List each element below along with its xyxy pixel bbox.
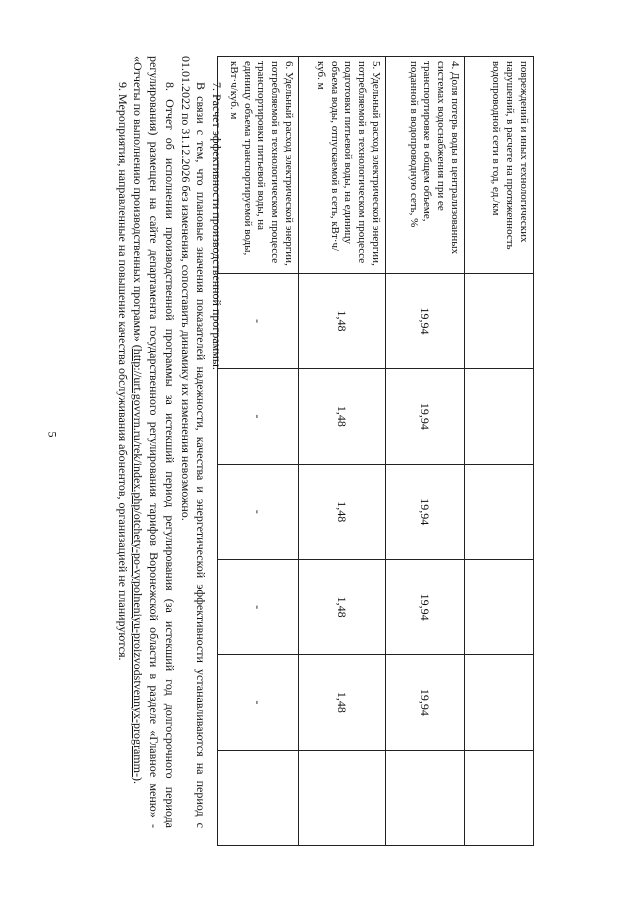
section-7-body: В связи с тем, что плановые значения показателей надежности, качества и энергетической эффективности устанавливаются на период с 01.01.2022 по 31.12.2026 без изменения, сопоставить динамику их изменения невозможно.	[178, 56, 209, 828]
section-8-text-end: ).	[131, 776, 146, 784]
table-cell: -	[218, 655, 299, 750]
table-cell: 1,48	[299, 655, 386, 750]
table-cell: -	[218, 369, 299, 464]
row-label: 6. Удельный расход электрической энергии, потребляемой в технологическом процессе транспортировки питьевой воды, на единицу объема транспортируемой воды, кВт·ч/куб. м	[218, 57, 299, 274]
row-label: повреждений и иных технологических нарушений, в расчете на протяженность водопроводной сети в год, ед./км	[465, 57, 534, 274]
row-label: 4. Доля потерь воды в централизованных системах водоснабжения при ее транспортировке в общем объеме, поданной в водопроводную сеть, %	[386, 57, 465, 274]
table-row	[465, 57, 534, 846]
table-cell	[218, 750, 299, 845]
report-link[interactable]: http://urt.govvrn.ru/rek/index.php/otchety-po-vypolneniyu-proizvodstvennyx-programm-	[131, 348, 146, 777]
table-cell: -	[218, 559, 299, 654]
table-cell: 19,94	[386, 369, 465, 464]
table-cell	[465, 655, 534, 750]
rotated-page-content	[64, 56, 534, 846]
table-cell: -	[218, 273, 299, 368]
page-number: 5	[45, 431, 60, 438]
indicators-table	[217, 56, 534, 846]
section-8-text: 8. Отчет об исполнении производственной программы за истекший период регулирования (за истекший год долгосрочного периода регулирования) размещен на сайте департамента государственного регулирования тарифов Воронежской области в разделе «Главное меню» - «Отчеты по выполнению производственных программ» (	[131, 56, 177, 828]
table-cell: 1,48	[299, 559, 386, 654]
table-cell: 19,94	[386, 464, 465, 559]
body-text	[114, 56, 224, 828]
table-cell: 1,48	[299, 369, 386, 464]
section-8-body	[130, 56, 177, 828]
section-7-heading: 7. Расчет эффективности производственной программы.	[210, 82, 224, 370]
table-cell	[465, 750, 534, 845]
table-cell: -	[218, 464, 299, 559]
row-label: 5. Удельный расход электрической энергии, потребляемой в технологическом процессе подготовки питьевой воды, на единицу объема воды, отпускаемой в сеть, кВт·ч/куб. м	[299, 57, 386, 274]
table-cell: 1,48	[299, 273, 386, 368]
table-cell	[386, 750, 465, 845]
table-cell	[465, 273, 534, 368]
table-cell	[465, 369, 534, 464]
table-cell	[465, 559, 534, 654]
section-9-body: 9. Мероприятия, направленные на повышение качества обслуживания абонентов, организацией не планируются.	[115, 82, 130, 661]
table-cell: 19,94	[386, 559, 465, 654]
table-row	[386, 57, 465, 846]
table-row	[299, 57, 386, 846]
table-row	[218, 57, 299, 846]
table-cell: 19,94	[386, 655, 465, 750]
table-cell: 1,48	[299, 464, 386, 559]
table-cell	[299, 750, 386, 845]
table-cell	[465, 464, 534, 559]
table-cell: 19,94	[386, 273, 465, 368]
